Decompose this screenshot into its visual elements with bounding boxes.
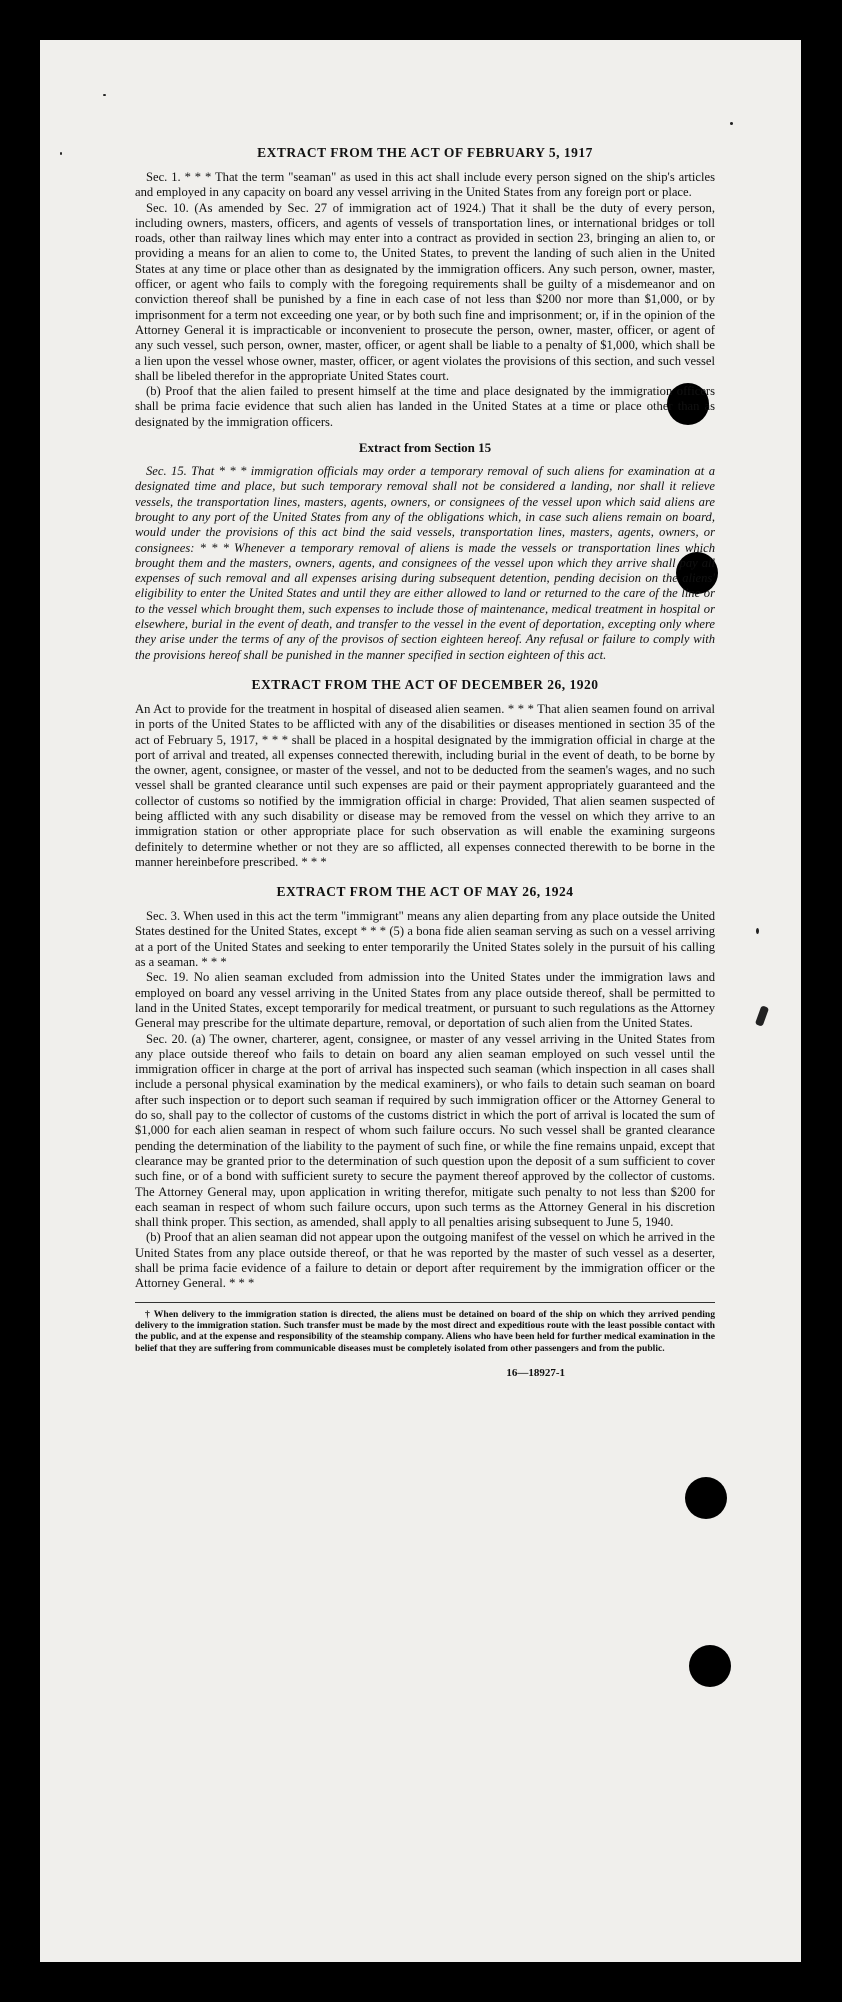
divider: [135, 1302, 715, 1303]
ink-mark: [755, 1005, 769, 1027]
paragraph-sec-10: Sec. 10. (As amended by Sec. 27 of immigration act of 1924.) That it shall be the duty of every person, including owners, masters, officers, and agents of vessels of transportation lines, or international bridges or toll roads, other than railway lines which may enter into a contract as provided in section 23, bringing an alien to, or providing a means for an alien to come to, the United States, to prevent the landing of such alien in the United States at any time or place other than as designated by the immigration officers. Any such person, owner, master, officer, or agent who fails to comply with the foregoing requirements shall be guilty of a misdemeanor and on conviction thereof shall be punished by a fine in each case of not less than $200 nor more than $1,000, or by imprisonment for a term not exceeding one year, or by both such fine and imprisonment; or, if in the opinion of the Attorney General it is impracticable or inconvenient to prosecute the person, owner, master, officer, or agent of any such vessel, such person, owner, master, officer, or agent shall be liable to a penalty of $1,000, which shall be a lien upon the vessel whose owner, master, officer, or agent violates the provisions of this section, and such vessel shall be libeled therefor in the appropriate United States court.: [135, 200, 715, 383]
punch-hole: [685, 1477, 727, 1519]
speck: [60, 152, 62, 155]
paragraph-sec-19: Sec. 19. No alien seaman excluded from admission into the United States under the immigration laws and employed on board any vessel arriving in the United States from any place outside thereof, shall be permitted to land in the United States, except temporarily for medical treatment, or pursuant to such regulations as the Attorney General may prescribe for the ultimate departure, removal, or deportation of such alien from the United States.: [135, 970, 715, 1031]
heading-act-1920: EXTRACT FROM THE ACT OF DECEMBER 26, 1920: [251, 676, 599, 692]
speck: [756, 928, 759, 934]
paragraph-sec-15: Sec. 15. That * * * immigration officials may order a temporary removal of such aliens for examination at a designated time and place, but such temporary removal shall not be considered a landing, nor shall it relieve vessels, the transportation lines, masters, agents, owners, or consignees of the vessel upon which said aliens are brought to any port of the United States from any of the obligations which, in case such aliens remain on board, would under the provisions of this act bind the said vessels, transportation lines, masters, agents, owners, or consignees: * * * Whenever a temporary removal of aliens is made the vessels or transportation lines which brought them and the masters, owners, agents, and consignees of the vessel upon which they arrive shall pay all expenses of such removal and all expenses arising during subsequent detention, pending decision on the aliens' eligibility to enter the United States and until they are either allowed to land or returned to the care of the line or to the vessel which brought them, such expenses to include those of maintenance, medical treatment in hospital or elsewhere, burial in the event of death, and transfer to the vessel in the event of deportation, excepting only where they arise under the terms of any of the provisos of section eighteen hereof. Any refusal or failure to comply with the provisions hereof shall be punished in the manner specified in section eighteen of this act.: [135, 464, 715, 662]
paragraph-sec-3: Sec. 3. When used in this act the term "immigrant" means any alien departing from any place outside the United States destined for the United States, except * * * (5) a bona fide alien seaman serving as such on a vessel arriving at a port of the United States and seeking to enter temporarily the United States solely in the pursuit of his calling as a seaman. * * *: [135, 909, 715, 970]
paragraph-sec-10b: (b) Proof that the alien failed to present himself at the time and place designated by the immigration officers shall be prima facie evidence that such alien has landed in the United States at a time or place other than as designated by the immigration officers.: [135, 384, 715, 429]
paragraph-act-1920: An Act to provide for the treatment in hospital of diseased alien seamen. * * * That alien seamen found on arrival in ports of the United States to be afflicted with any of the disabilities or diseases mentioned in section 35 of the act of February 5, 1917, * * * shall be placed in a hospital designated by the immigration official in charge at the port of arrival and treated, all expenses connected therewith, including burial in the event of death, to be borne by the owner, agent, consignee, or master of the vessel, and not to be deducted from the seamen's wages, and no such vessel shall be granted clearance until such expenses are paid or their payment appropriately guaranteed and the collector of customs so notified by the immigration official in charge: Provided, That alien seamen suspected of being afflicted with any such disability or disease may be removed from the vessel on which they arrive to an immigration station or other appropriate place for such observation as will enable the examining surgeons definitely to determine whether or not they are so afflicted, all expenses connected therewith to be borne in the manner hereinbefore prescribed. * * *: [135, 701, 715, 869]
document-body: [135, 145, 715, 1382]
punch-hole: [689, 1645, 731, 1687]
speck: [730, 122, 733, 125]
paragraph-sec-1: Sec. 1. * * * That the term "seaman" as used in this act shall include every person signed on the ship's articles and employed in any capacity on board any vessel arriving in the United States from any foreign port or place.: [135, 170, 715, 200]
footnote: † When delivery to the immigration station is directed, the aliens must be detained on board of the ship on which they arrived pending delivery to the immigration station. Such transfer must be made by the most direct and expeditious route with the least possible contact with the public, and at the expense and responsibility of the steamship company. Aliens who have been held for further medical examination in the belief that they are suffering from communicable diseases must be completely isolated from other passengers and from the public.: [135, 1308, 715, 1354]
heading-section-15: Extract from Section 15: [358, 440, 492, 456]
paragraph-sec-20: Sec. 20. (a) The owner, charterer, agent, consignee, or master of any vessel arriving in the United States from any place outside thereof who fails to detain on board any alien seaman employed on such vessel until the immigration officer in charge at the port of arrival has inspected such seaman (which inspection in all cases shall include a personal physical examination by the medical examiners), or who fails to detain such seaman on board after such inspection or to deport such seaman if required by such immigration officer or the Attorney General to do so, shall pay to the collector of customs of the customs district in which the port of arrival is located the sum of $1,000 for each alien seaman in respect of whom such failure occurs. No such vessel shall be granted clearance pending the determination of the liability to the payment of such fine, or while the fine remains unpaid, except that clearance may be granted prior to the determination of such question upon the deposit of a sum sufficient to cover such fine, or of a bond with sufficient surety to secure the payment thereof approved by the collector of customs. The Attorney General may, upon application in writing therefor, mitigate such penalty to not less than $200 for each seaman in respect of whom such failure occurs, upon such terms as the Attorney General in his discretion shall think proper. This section, as amended, shall apply to all penalties arising subsequent to June 5, 1940.: [135, 1031, 715, 1230]
paragraph-sec-20b: (b) Proof that an alien seaman did not appear upon the outgoing manifest of the vessel on which he arrived in the United States from any place outside thereof, or that he was reported by the master of such vessel as a deserter, shall be prima facie evidence of a failure to detain or deport after requirement by the immigration officer or the Attorney General. * * *: [135, 1230, 716, 1291]
heading-act-1917: EXTRACT FROM THE ACT OF FEBRUARY 5, 1917: [257, 145, 593, 160]
heading-act-1924: EXTRACT FROM THE ACT OF MAY 26, 1924: [276, 884, 574, 900]
document-page: [40, 40, 801, 1962]
speck: [103, 94, 106, 96]
form-number: 16—18927-1: [506, 1367, 565, 1380]
